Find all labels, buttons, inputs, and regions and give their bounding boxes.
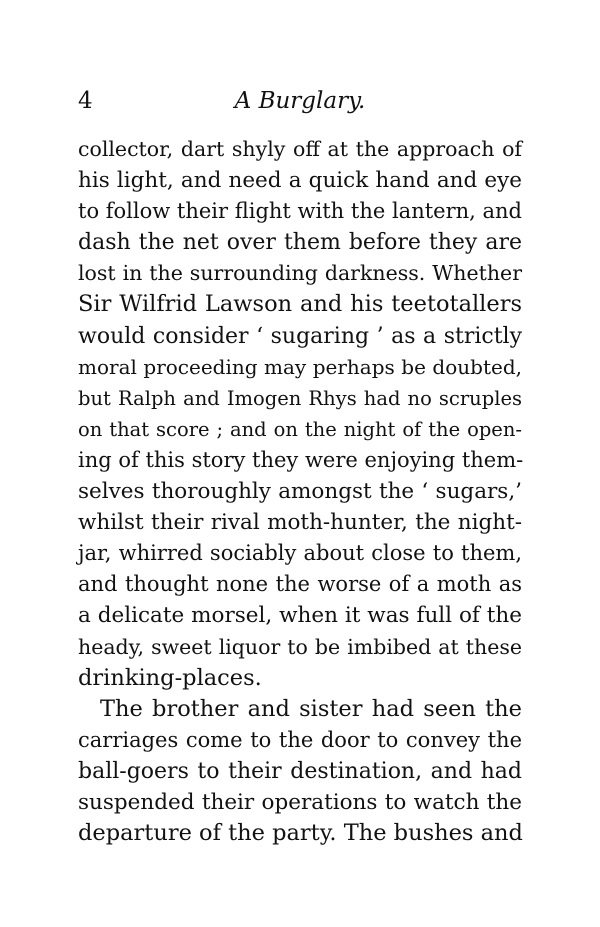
text-line: Sir Wilfrid Lawson and his teetotallers xyxy=(78,291,522,318)
text-line: lost in the surrounding darkness. Whether xyxy=(78,261,522,286)
text-line: a delicate morsel, when it was full of the xyxy=(78,603,522,629)
text-line: moral proceeding may perhaps be doubted, xyxy=(78,354,522,379)
text-line: would consider ‘ sugaring ’ as a strictly xyxy=(78,323,522,349)
text-line: ing of this story they were enjoying them- xyxy=(78,447,524,472)
text-line: heady, sweet liquor to be imbibed at these xyxy=(78,634,522,659)
text-line: suspended their operations to watch the xyxy=(78,789,522,815)
text-line: carriages come to the door to convey the xyxy=(78,727,522,752)
text-line: collector, dart shyly off at the approach of xyxy=(78,137,522,161)
body-text xyxy=(78,134,522,849)
text-line: dash the net over them before they are xyxy=(78,230,522,256)
paragraph-start-line: The brother and sister had seen the xyxy=(100,695,522,722)
text-line: whilst their rival moth-hunter, the night- xyxy=(78,510,522,536)
text-line: jar, whirred sociably about close to them, xyxy=(78,541,522,566)
text-line: selves thoroughly amongst the ‘ sugars,’ xyxy=(78,479,522,505)
text-line: departure of the party. The bushes and xyxy=(78,820,523,847)
paragraph-end-line: drinking-places. xyxy=(78,664,262,691)
text-line: and thought none the worse of a moth as xyxy=(78,572,522,597)
text-line: to follow their flight with the lantern, and xyxy=(78,199,522,224)
text-line: his light, and need a quick hand and eye xyxy=(78,168,522,194)
text-line: ball-goers to their destination, and had xyxy=(78,758,522,784)
page-header xyxy=(0,84,600,118)
text-line: but Ralph and Imogen Rhys had no scruples xyxy=(78,386,522,410)
page-number: 4 xyxy=(78,88,93,114)
text-line: on that score ; and on the night of the open- xyxy=(78,417,522,441)
running-title: A Burglary. xyxy=(234,88,366,114)
